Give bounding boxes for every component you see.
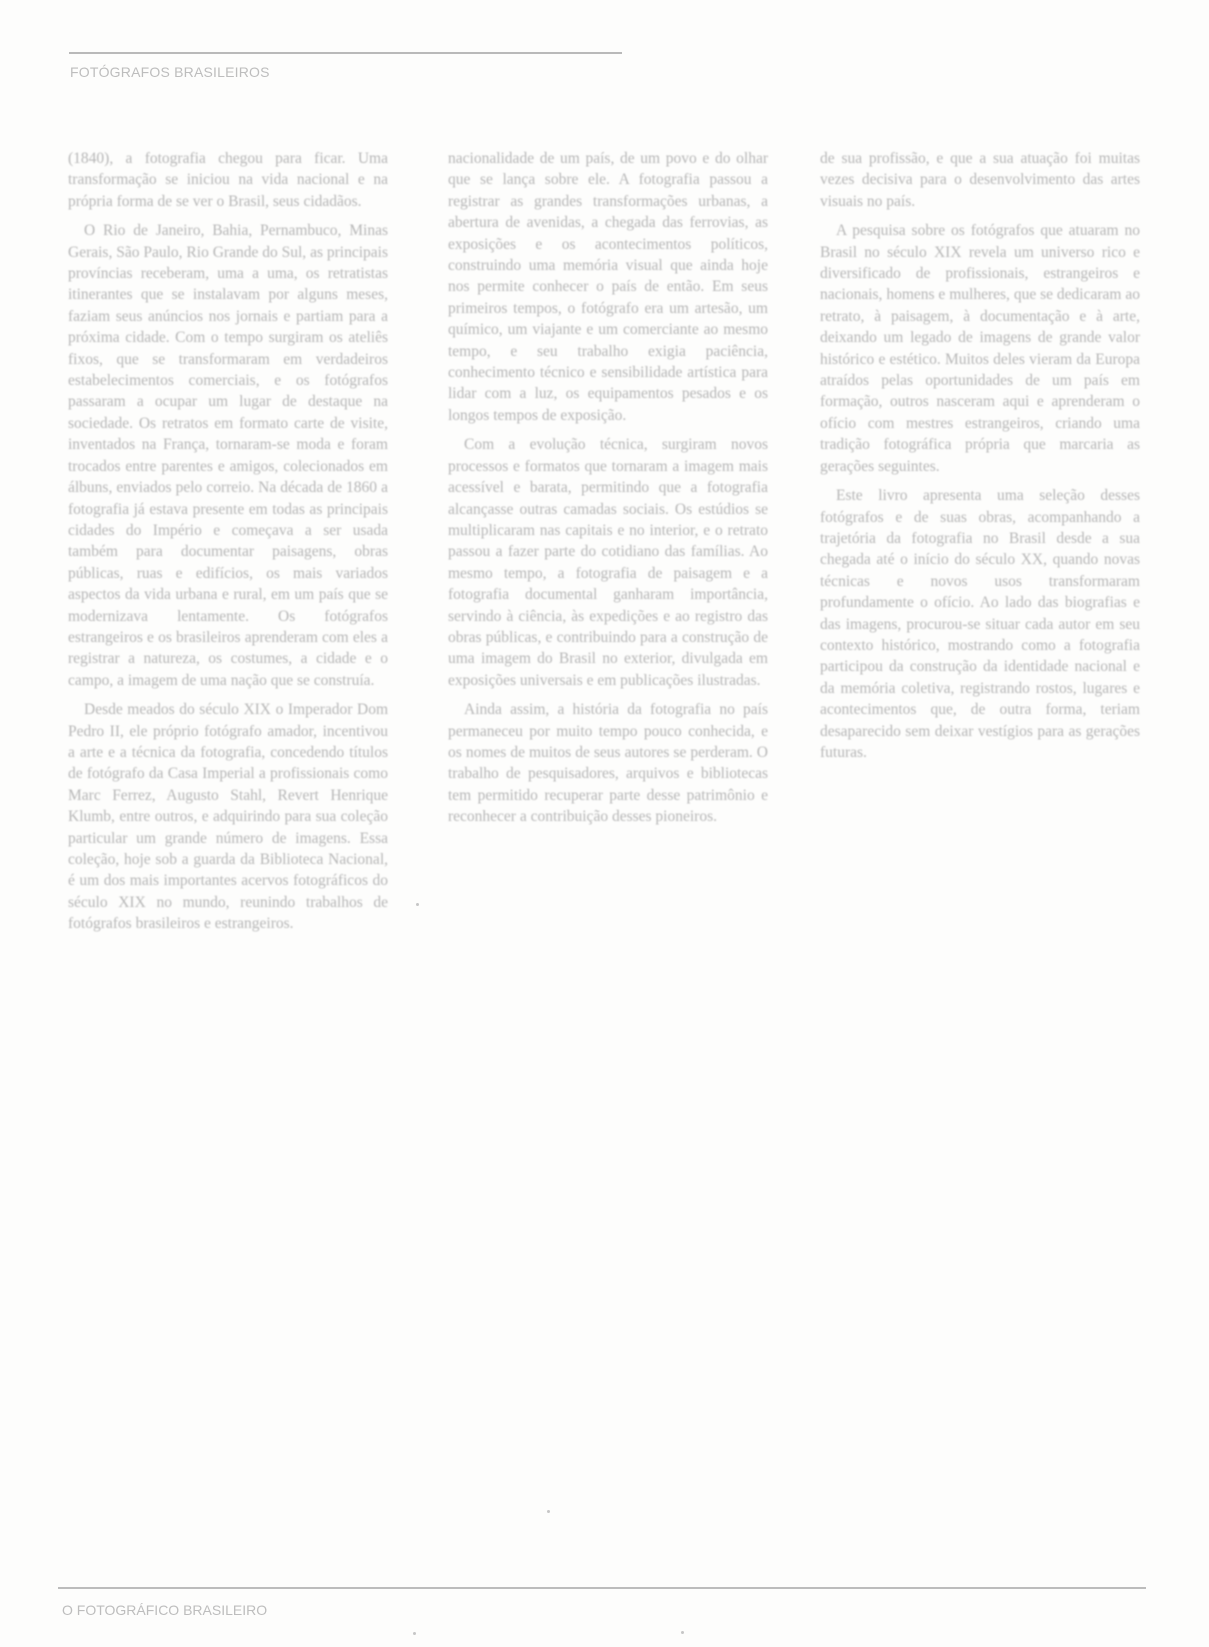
paragraph: nacionalidade de um país, de um povo e do olhar que se lança sobre ele. A fotografia passou a registrar as grandes transformações urbanas, a abertura de avenidas, a chegada das ferrovias, as exposições e os acontecimentos políticos, construindo uma memória visual que ainda hoje nos permite conhecer o país de então. Em seus primeiros tempos, o fotógrafo era um artesão, um químico, um viajante e um comerciante ao mesmo tempo, e seu trabalho exigia paciência, conhecimento técnico e sensibilidade artística para lidar com a luz, os equipamentos pesados e os longos tempos de exposição. [448, 150, 768, 424]
scan-speck [547, 1510, 550, 1513]
paragraph: Ainda assim, a história da fotografia no país permaneceu por muito tempo pouco conhecida, e os nomes de muitos de seus autores se perderam. O trabalho de pesquisadores, arquivos e bibliotecas tem permitido recuperar parte desse patrimônio e reconhecer a contribuição desses pioneiros. [448, 701, 768, 826]
footer-rule [58, 1587, 1146, 1589]
scan-speck [413, 1632, 416, 1635]
scan-speck [681, 1631, 684, 1634]
paragraph: (1840), a fotografia chegou para ficar. Uma transformação se iniciou na vida nacional e na própria forma de se ver o Brasil, seus cidadãos. [68, 150, 388, 210]
paragraph: de sua profissão, e que a sua atuação foi muitas vezes decisiva para o desenvolvimento das artes visuais no país. [820, 150, 1140, 210]
paragraph: A pesquisa sobre os fotógrafos que atuaram no Brasil no século XIX revela um universo rico e diversificado de profissionais, estrangeiros e nacionais, homens e mulheres, que se dedicaram ao retrato, à paisagem, à documentação e à arte, deixando um legado de imagens de grande valor histórico e estético. Muitos deles vieram da Europa atraídos pelas oportunidades de um país em formação, outros nasceram aqui e aprenderam o ofício com mestres estrangeiros, criando uma tradição fotográfica própria que marcaria as gerações seguintes. [820, 222, 1140, 475]
paragraph: Com a evolução técnica, surgiram novos processos e formatos que tornaram a imagem mais acessível e barata, permitindo que a fotografia alcançasse outras camadas sociais. Os estúdios se multiplicaram nas capitais e no interior, e o retrato passou a fazer parte do cotidiano das famílias. Ao mesmo tempo, a fotografia de paisagem e a fotografia documental ganharam importância, servindo à ciência, às expedições e ao registro das obras públicas, e contribuindo para a construção de uma imagem do Brasil no exterior, divulgada em exposições universais e em publicações ilustradas. [448, 436, 768, 689]
paragraph: O Rio de Janeiro, Bahia, Pernambuco, Minas Gerais, São Paulo, Rio Grande do Sul, as principais províncias receberam, uma a uma, os retratistas itinerantes que se instalavam por alguns meses, faziam seus anúncios nos jornais e partiam para a próxima cidade. Com o tempo surgiram os ateliês fixos, que se transformaram em verdadeiros estabelecimentos comerciais, e os fotógrafos passaram a ocupar um lugar de destaque na sociedade. Os retratos em formato carte de visite, inventados na França, tornaram-se moda e foram trocados entre parentes e amigos, colecionados em álbuns, enviados pelo correio. Na década de 1860 a fotografia já estava presente em todas as principais cidades do Império e começava a ser usada também para documentar paisagens, obras públicas, ruas e edifícios, os mais variados aspectos da vida urbana e rural, em um país que se modernizava lentamente. Os fotógrafos estrangeiros e os brasileiros aprenderam com eles a registrar a natureza, os costumes, a cidade e o campo, a imagem de uma nação que se construía. [68, 222, 388, 689]
text-column-1 [68, 148, 388, 935]
header-rule [69, 52, 622, 54]
paragraph: Este livro apresenta uma seleção desses fotógrafos e de suas obras, acompanhando a trajetória da fotografia no Brasil desde a sua chegada até o início do século XX, quando novas técnicas e novos usos transformaram profundamente o ofício. Ao lado das biografias e das imagens, procurou-se situar cada autor em seu contexto histórico, mostrando como a fotografia participou da construção da identidade nacional e da memória coletiva, registrando rostos, lugares e acontecimentos que, de outra forma, teriam desaparecido sem deixar vestígios para as gerações futuras. [820, 487, 1140, 761]
scan-speck [416, 903, 419, 906]
text-column-3 [820, 148, 1140, 763]
running-head: FOTÓGRAFOS BRASILEIROS [70, 64, 270, 80]
paragraph: Desde meados do século XIX o Imperador Dom Pedro II, ele próprio fotógrafo amador, incentivou a arte e a técnica da fotografia, concedendo títulos de fotógrafo da Casa Imperial a profissionais como Marc Ferrez, Augusto Stahl, Revert Henrique Klumb, entre outros, e adquirindo para sua coleção particular um grande número de imagens. Essa coleção, hoje sob a guarda da Biblioteca Nacional, é um dos mais importantes acervos fotográficos do século XIX no mundo, reunindo trabalhos de fotógrafos brasileiros e estrangeiros. [68, 701, 388, 933]
text-column-2 [448, 148, 768, 828]
running-foot: O FOTOGRÁFICO BRASILEIRO [62, 1602, 268, 1618]
